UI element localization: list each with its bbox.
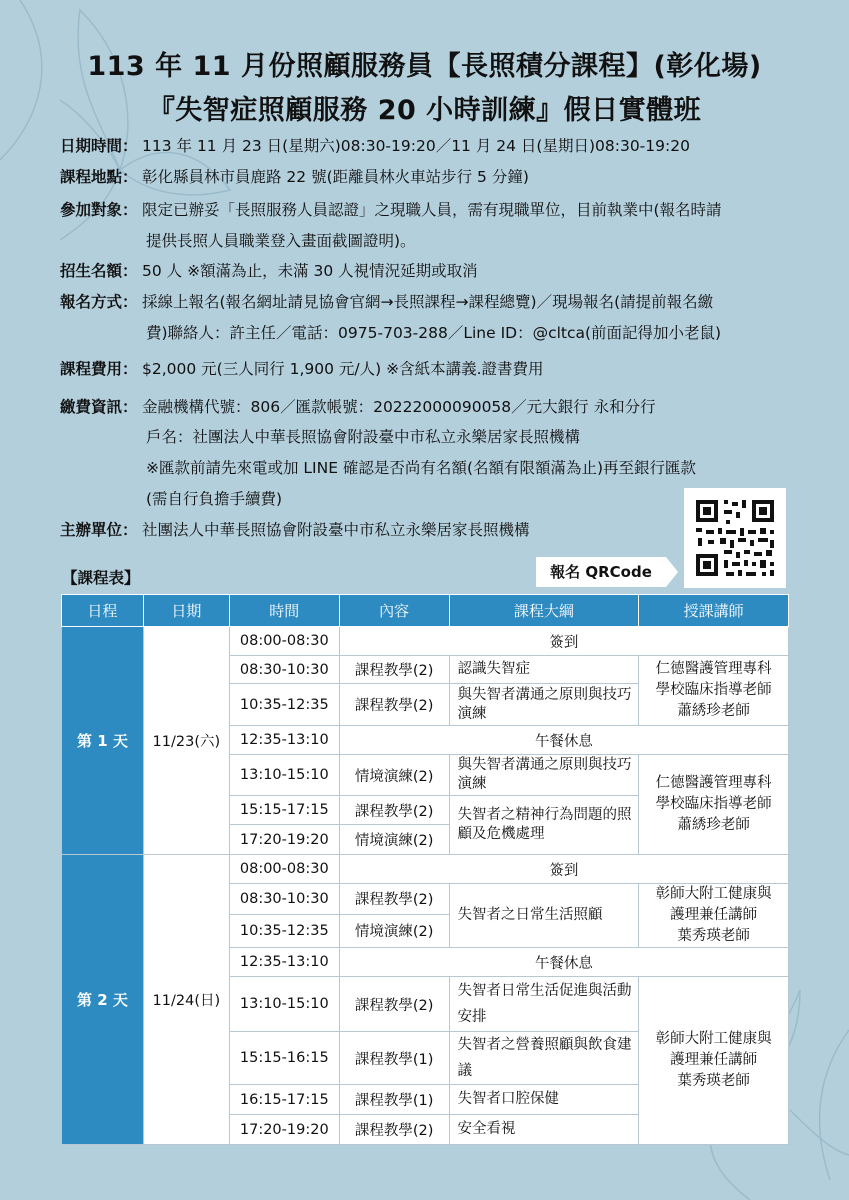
- content-cell: 情境演練(2): [339, 825, 449, 855]
- info-label: 課程費用：: [60, 360, 138, 378]
- time-cell: 13:10-15:10: [229, 755, 339, 796]
- teacher-line: 彰師大附工健康與: [655, 886, 772, 902]
- teacher-line: 仁德醫護管理專科: [655, 661, 772, 677]
- time-cell: 13:10-15:10: [229, 977, 339, 1032]
- content-cell: 課程教學(2): [339, 656, 449, 684]
- content-cell: 情境演練(2): [339, 755, 449, 796]
- info-value: 彰化縣員林市員鹿路 22 號(距離員林火車站步行 5 分鐘): [142, 168, 529, 186]
- info-value: $2,000 元(三人同行 1,900 元/人) ※含紙本講義.證書費用: [142, 360, 544, 378]
- header-content: 內容: [339, 595, 449, 627]
- day-cell: 第 1 天: [62, 627, 144, 855]
- content-cell: 課程教學(2): [339, 796, 449, 825]
- info-fee: [60, 354, 544, 385]
- info-date: [60, 131, 690, 162]
- teacher-cell: [639, 977, 789, 1145]
- info-value: 113 年 11 月 23 日(星期六)08:30-19:20／11 月 24 日(星期日)08:30-19:20: [142, 137, 690, 155]
- content-cell: 課程教學(1): [339, 1085, 449, 1115]
- info-value: 限定已辦妥「長照服務人員認證」之現職人員，需有現職單位，目前執業中(報名時請: [142, 201, 722, 219]
- topic-cell: 失智者口腔保健: [449, 1085, 639, 1115]
- teacher-line: 仁德醫護管理專科: [655, 775, 772, 791]
- info-label: 主辦單位：: [60, 521, 138, 539]
- time-cell: 16:15-17:15: [229, 1085, 339, 1115]
- schedule-table: [61, 594, 789, 1145]
- content-cell: 課程教學(2): [339, 1115, 449, 1145]
- header-day: 日程: [62, 595, 144, 627]
- info-label: 繳費資訊：: [60, 398, 138, 416]
- content-cell: 課程教學(2): [339, 884, 449, 915]
- topic-cell: 與失智者溝通之原則與技巧演練: [449, 755, 639, 796]
- info-label: 報名方式：: [60, 293, 138, 311]
- info-label: 參加對象：: [60, 201, 138, 219]
- table-header-row: [62, 595, 789, 627]
- topic-cell: 失智者日常生活促進與活動安排: [449, 977, 639, 1032]
- time-cell: 08:30-10:30: [229, 884, 339, 915]
- info-value: 採線上報名(報名網址請見協會官網→長照課程→課程總覽)／現場報名(請提前報名繳: [142, 293, 714, 311]
- info-payment-cont2: ※匯款前請先來電或加 LINE 確認是否尚有名額(名額有限額滿為止)再至銀行匯款: [146, 459, 697, 477]
- time-cell: 10:35-12:35: [229, 914, 339, 947]
- info-target-cont: 提供長照人員職業登入畫面截圖證明)。: [146, 232, 416, 250]
- teacher-line: 葉秀瑛老師: [677, 928, 750, 944]
- time-cell: 08:30-10:30: [229, 656, 339, 684]
- date-cell: 11/24(日): [143, 855, 229, 1145]
- qr-label: 報名 QRCode: [536, 557, 666, 587]
- info-signup-cont: 費)聯絡人：許主任／電話：0975-703-288／Line ID：@cltca(前面記得加小老鼠): [146, 324, 722, 342]
- teacher-line: 彰師大附工健康與: [655, 1031, 772, 1047]
- teacher-line: 護理兼任講師: [670, 907, 758, 923]
- topic-cell: 失智者之日常生活照顧: [449, 884, 639, 948]
- topic-cell: 失智者之精神行為問題的照顧及危機處理: [449, 796, 639, 855]
- content-cell: 課程教學(1): [339, 1032, 449, 1085]
- content-cell: 課程教學(2): [339, 684, 449, 726]
- time-cell: 15:15-16:15: [229, 1032, 339, 1085]
- topic-cell: 安全看視: [449, 1115, 639, 1145]
- teacher-cell: [639, 656, 789, 726]
- teacher-cell: [639, 755, 789, 855]
- teacher-line: 學校臨床指導老師: [655, 796, 772, 812]
- note-cell: 簽到: [339, 855, 788, 884]
- info-label: 招生名額：: [60, 262, 138, 280]
- time-cell: 17:20-19:20: [229, 1115, 339, 1145]
- info-payment: [60, 392, 656, 423]
- header-outline: 課程大綱: [449, 595, 639, 627]
- schedule-title: 【課程表】: [62, 569, 140, 587]
- content-cell: 課程教學(2): [339, 977, 449, 1032]
- note-cell: 簽到: [339, 627, 788, 656]
- note-cell: 午餐休息: [339, 948, 788, 977]
- teacher-line: 葉秀瑛老師: [677, 1073, 750, 1089]
- info-signup: [60, 287, 713, 318]
- content-cell: 情境演練(2): [339, 914, 449, 947]
- page-subtitle: 『失智症照顧服務 20 小時訓練』假日實體班: [147, 95, 702, 126]
- teacher-line: 蕭綉珍老師: [677, 817, 750, 833]
- teacher-cell: [639, 884, 789, 948]
- header-teacher: 授課講師: [639, 595, 789, 627]
- qr-code-icon: [684, 488, 786, 588]
- time-cell: 08:00-08:30: [229, 855, 339, 884]
- time-cell: 08:00-08:30: [229, 627, 339, 656]
- info-location: [60, 162, 529, 193]
- day-cell: 第 2 天: [62, 855, 144, 1145]
- topic-cell: 失智者之營養照顧與飲食建議: [449, 1032, 639, 1085]
- info-label: 課程地點：: [60, 168, 138, 186]
- table-row: [62, 627, 789, 656]
- table-row: [62, 855, 789, 884]
- date-cell: 11/23(六): [143, 627, 229, 855]
- teacher-line: 蕭綉珍老師: [677, 703, 750, 719]
- topic-cell: 認識失智症: [449, 656, 639, 684]
- info-target: [60, 195, 722, 226]
- qr-code[interactable]: [684, 488, 786, 588]
- info-label: 日期時間：: [60, 137, 138, 155]
- time-cell: 12:35-13:10: [229, 948, 339, 977]
- topic-cell: 與失智者溝通之原則與技巧演練: [449, 684, 639, 726]
- info-payment-cont3: (需自行負擔手續費): [146, 490, 283, 508]
- info-organizer: [60, 515, 530, 546]
- header-time: 時間: [229, 595, 339, 627]
- page-title: 113 年 11 月份照顧服務員【長照積分課程】(彰化場): [87, 51, 762, 82]
- info-value: 50 人 ※額滿為止，未滿 30 人視情況延期或取消: [142, 262, 478, 280]
- header-date: 日期: [143, 595, 229, 627]
- info-value: 社團法人中華長照協會附設臺中市私立永樂居家長照機構: [142, 521, 530, 539]
- teacher-line: 護理兼任講師: [670, 1052, 758, 1068]
- info-payment-cont1: 戶名：社團法人中華長照協會附設臺中市私立永樂居家長照機構: [146, 428, 581, 446]
- teacher-line: 學校臨床指導老師: [655, 682, 772, 698]
- time-cell: 17:20-19:20: [229, 825, 339, 855]
- time-cell: 15:15-17:15: [229, 796, 339, 825]
- info-value: 金融機構代號：806／匯款帳號：20222000090058／元大銀行 永和分行: [142, 398, 656, 416]
- note-cell: 午餐休息: [339, 726, 788, 755]
- info-quota: [60, 256, 478, 287]
- time-cell: 12:35-13:10: [229, 726, 339, 755]
- time-cell: 10:35-12:35: [229, 684, 339, 726]
